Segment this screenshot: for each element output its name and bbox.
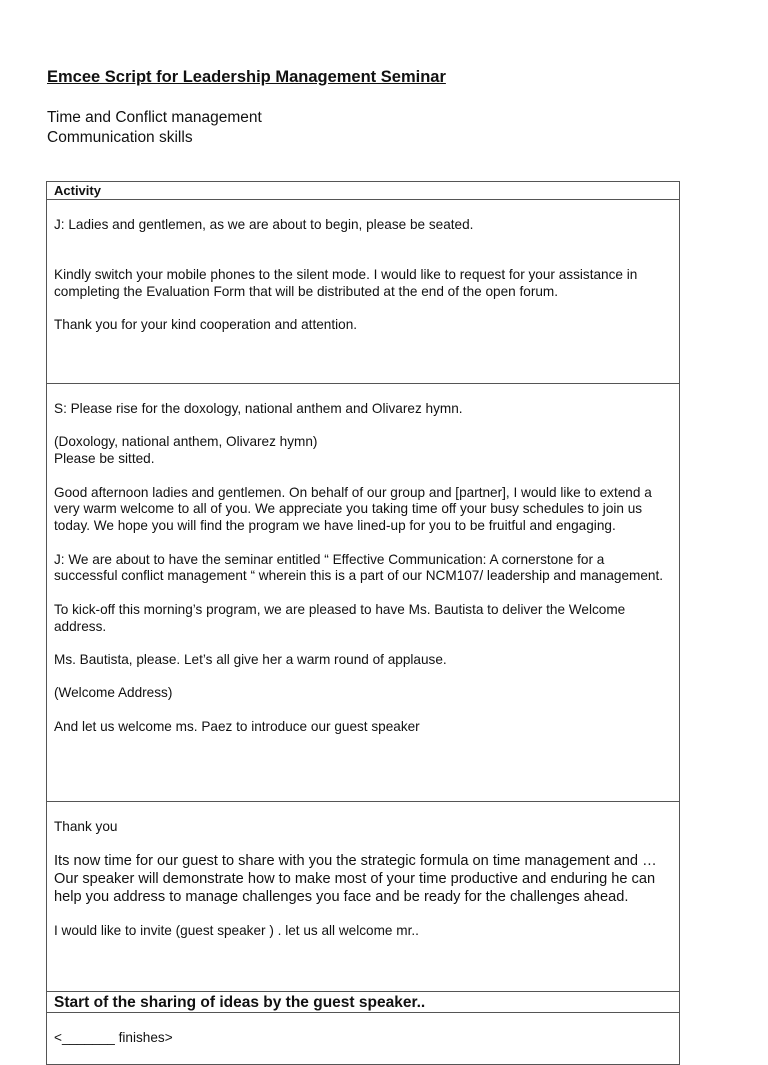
document-title: Emcee Script for Leadership Management Seminar [47, 68, 446, 86]
subtitle-topic-1: Time and Conflict management [47, 109, 262, 126]
introduce-speaker-line: And let us welcome ms. Paez to introduce our guest speaker [54, 718, 420, 734]
subtitle-block [47, 108, 262, 148]
table-row [47, 992, 680, 1013]
thank-you-line: Thank you [54, 819, 118, 834]
applause-line: Ms. Bautista, please. Let’s all give her a warm round of applause. [54, 651, 447, 667]
activity-header: Activity [47, 182, 680, 200]
sharing-start-heading: Start of the sharing of ideas by the guest speaker.. [47, 992, 680, 1013]
subtitle-topic-2: Communication skills [47, 129, 193, 146]
invite-speaker-line: I would like to invite (guest speaker ) . let us all welcome mr.. [54, 922, 419, 938]
finishes-line: <_______ finishes> [47, 1013, 680, 1065]
seminar-intro: J: We are about to have the seminar entitled “ Effective Communication: A cornerstone for a successful conflict management “ wherein this is a part of our NCM107/ leadership and management. [54, 551, 664, 584]
guest-cell [47, 802, 680, 992]
be-seated-line: Please be sitted. [54, 451, 155, 467]
table-row [47, 802, 680, 992]
opening-cell [47, 200, 680, 384]
table-row [47, 1013, 680, 1065]
doxology-note: (Doxology, national anthem, Olivarez hymn) [54, 434, 318, 450]
thanks-line: Thank you for your kind cooperation and attention. [54, 316, 358, 332]
opening-line: J: Ladies and gentlemen, as we are about to begin, please be seated. [54, 217, 474, 232]
welcome-address-note: (Welcome Address) [54, 685, 173, 701]
table-row [47, 384, 680, 802]
doxology-line: S: Please rise for the doxology, national anthem and Olivarez hymn. [54, 401, 463, 416]
guest-intro-paragraph: Its now time for our guest to share with you the strategic formula on time management and … Our speaker will demonstrate how to make most of your time productive and enduring he can help you address to manage challenges you face and be ready for the challenges ahead. [54, 853, 657, 906]
phones-request: Kindly switch your mobile phones to the silent mode. I would like to request for your assistance in completing the Evaluation Form that will be distributed at the end of the open forum. [54, 266, 638, 299]
script-table [46, 181, 680, 1065]
table-row [47, 200, 680, 384]
program-cell [47, 384, 680, 802]
kickoff-line: To kick-off this morning’s program, we are pleased to have Ms. Bautista to deliver the Welcome address. [54, 601, 626, 634]
welcome-paragraph: Good afternoon ladies and gentlemen. On behalf of our group and [partner], I would like to extend a very warm welcome to all of you. We appreciate you taking time off your busy schedules to join us today. We hope you will find the program we have lined-up for you to be fruitful and engaging. [54, 484, 652, 534]
table-header-row [47, 182, 680, 200]
